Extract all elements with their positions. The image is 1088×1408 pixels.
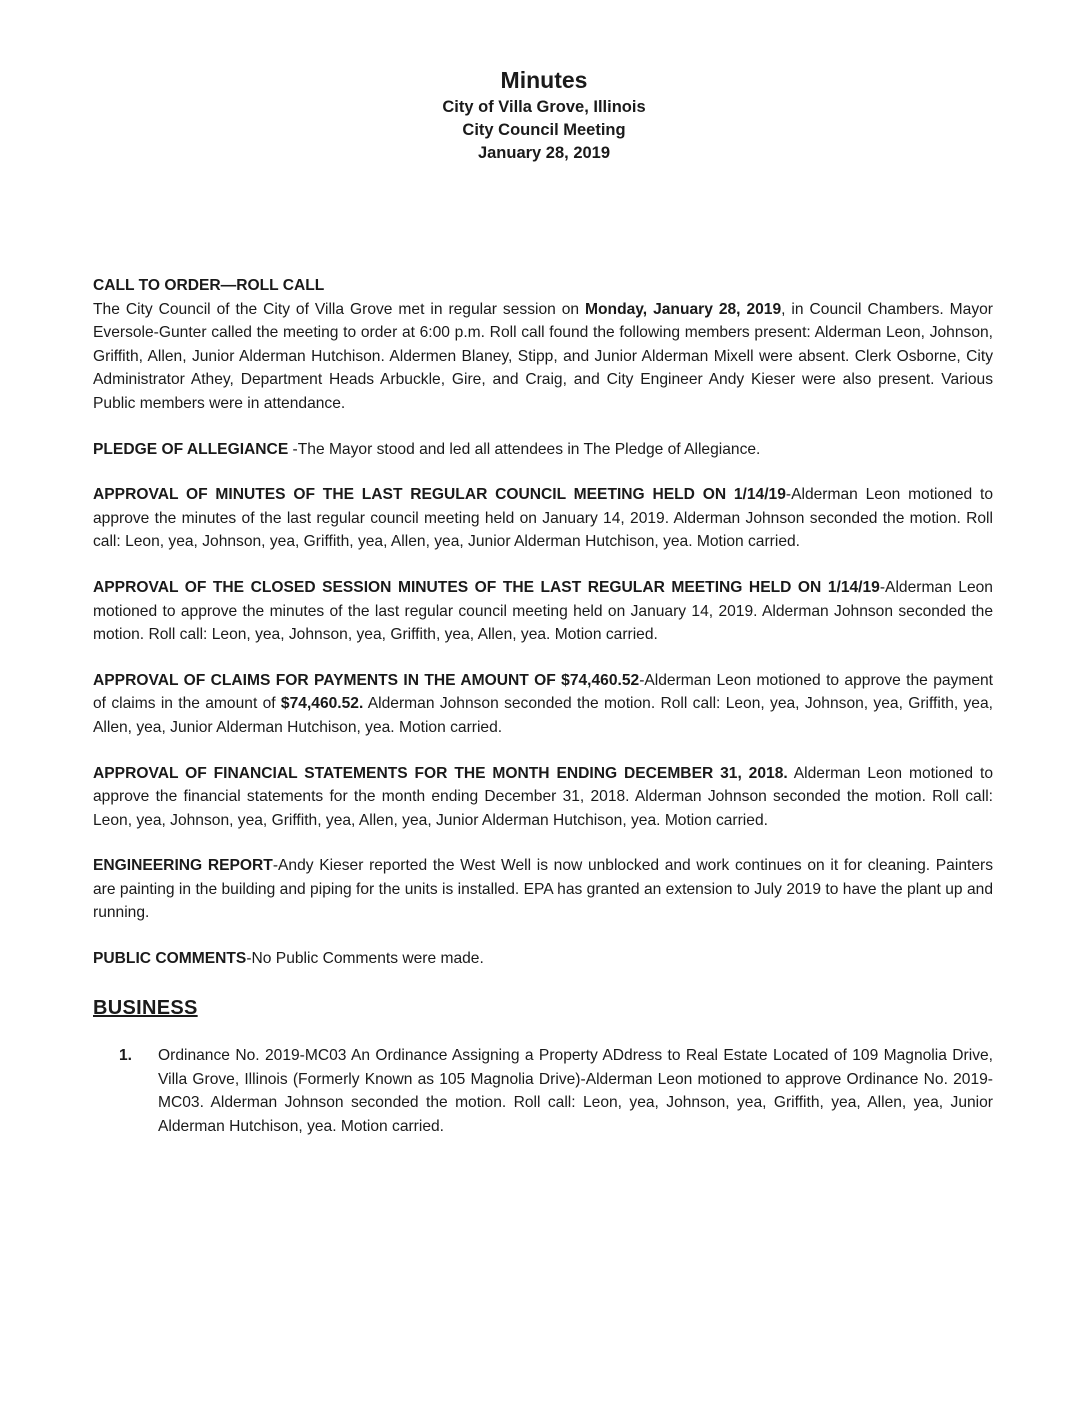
call-to-order-heading: CALL TO ORDER—ROLL CALL <box>93 277 325 294</box>
claims-text-post: Alderman Johnson seconded the motion. Roll call: Leon, yea, Johnson, yea, Griffith, yea, Allen, yea, Junior Alderman Hutchison, yea. Motion carried. <box>93 695 993 736</box>
engineering-section <box>93 854 993 925</box>
engineering-heading: ENGINEERING REPORT <box>93 857 273 875</box>
call-to-order-section <box>93 274 993 416</box>
business-item-title: Ordinance No. 2019-MC03 An Ordinance Assigning a Property ADdress to Real Estate Located of 109 Magnolia Drive, Villa Grove, Illinois (Formerly Known as 105 Magnolia Drive) <box>158 1047 993 1088</box>
minutes-approval-heading: APPROVAL OF MINUTES OF THE LAST REGULAR COUNCIL MEETING HELD ON 1/14/19 <box>93 486 786 504</box>
minutes-approval-section <box>93 483 993 554</box>
closed-session-heading: APPROVAL OF THE CLOSED SESSION MINUTES OF THE LAST REGULAR MEETING HELD ON 1/14/19 <box>93 578 880 596</box>
pledge-section <box>93 438 993 462</box>
public-comments-section <box>93 947 993 971</box>
closed-session-section <box>93 576 993 647</box>
business-item-text: -Alderman Leon motioned to approve Ordinance No. 2019-MC03. Alderman Johnson seconded the motion. Roll call: Leon, yea, Johnson, yea, Griffith, yea, Allen, yea, Junior Alderman Hutchison, yea. Motion carried. <box>158 1070 993 1136</box>
claims-amount: $74,460.52. <box>280 695 364 713</box>
call-to-order-text-pre: The City Council of the City of Villa Grove met in regular session on <box>93 300 586 318</box>
financial-text: Alderman Leon motioned to approve the financial statements for the month ending December 31, 2018. Alderman Johnson seconded the motion. Roll call: Leon, yea, Johnson, yea, Griffith, yea, Allen, yea, Junior Alderman Hutchison, yea. Motion carried. <box>93 764 993 829</box>
claims-section <box>93 669 993 740</box>
financial-heading: APPROVAL OF FINANCIAL STATEMENTS FOR THE MONTH ENDING DECEMBER 31, 2018. <box>93 764 788 782</box>
document-title: Minutes <box>500 67 588 93</box>
document-header <box>0 64 1088 165</box>
engineering-text: -Andy Kieser reported the West Well is now unblocked and work continues on it for cleaning. Painters are painting in the building and piping for the units is installed. EPA has granted an extension to July 2019 to have the plant up and running. <box>93 857 993 922</box>
call-to-order-date: Monday, January 28, 2019 <box>585 300 782 318</box>
claims-heading: APPROVAL OF CLAIMS FOR PAYMENTS IN THE AMOUNT OF $74,460.52 <box>93 671 640 689</box>
call-to-order-text-post: , in Council Chambers. Mayor Eversole-Gunter called the meeting to order at 6:00 p.m. Roll call found the following members present: Alderman Leon, Johnson, Griffith, Allen, Junior Alderman Hutchison. Aldermen Blaney, Stipp, and Junior Alderman Mixell were absent. Clerk Osborne, City Administrator Athey, Department Heads Arbuckle, Gire, and Craig, and City Engineer Andy Kieser were also present. Various Public members were in attendance. <box>93 300 993 412</box>
public-comments-text: -No Public Comments were made. <box>246 950 484 968</box>
business-item-number: 1. <box>119 1047 133 1065</box>
minutes-body <box>93 274 993 1139</box>
pledge-heading: PLEDGE OF ALLEGIANCE <box>93 440 289 458</box>
financial-section <box>93 762 993 833</box>
closed-session-text: -Alderman Leon motioned to approve the minutes of the last regular council meeting held on January 14, 2019. Alderman Johnson seconded the motion. Roll call: Leon, yea, Johnson, yea, Griffith, yea, Allen, yea. Motion carried. <box>93 578 993 644</box>
meeting-name: City Council Meeting <box>462 121 626 139</box>
business-heading: BUSINESS <box>93 996 198 1019</box>
minutes-approval-text: -Alderman Leon motioned to approve the minutes of the last regular council meeting held on January 14, 2019. Alderman Johnson seconded the motion. Roll call: Leon, yea, Johnson, yea, Griffith, yea, Allen, yea, Junior Alderman Hutchison, yea. Motion carried. <box>93 486 993 551</box>
claims-text-pre: -Alderman Leon motioned to approve the payment of claims in the amount of <box>93 671 993 713</box>
city-name: City of Villa Grove, Illinois <box>442 98 646 116</box>
business-list <box>93 1044 993 1138</box>
public-comments-heading: PUBLIC COMMENTS <box>93 950 247 968</box>
pledge-text: -The Mayor stood and led all attendees in The Pledge of Allegiance. <box>288 440 761 458</box>
meeting-date: January 28, 2019 <box>477 144 611 162</box>
business-item <box>93 1044 993 1138</box>
